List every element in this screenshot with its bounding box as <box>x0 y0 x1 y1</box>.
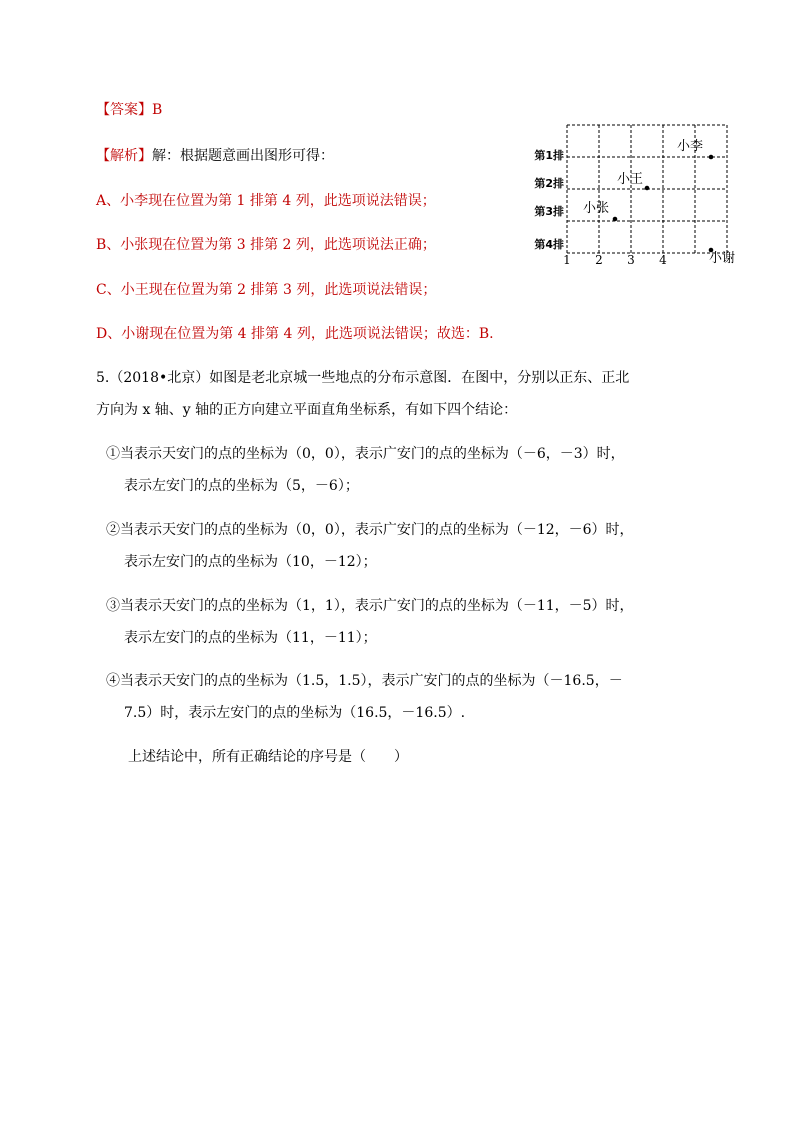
statement-1-line-2: 表示左安门的点的坐标为（5，－6）； <box>124 478 359 494</box>
question-prompt: 上述结论中，所有正确结论的序号是（ ） <box>128 749 408 765</box>
statement-2-line-1: ②当表示天安门的点的坐标为（0，0），表示广安门的点的坐标为（－12，－6）时， <box>106 522 634 538</box>
statement-4-line-1: ④当表示天安门的点的坐标为（1.5，1.5），表示广安门的点的坐标为（－16.5，－ <box>106 673 623 689</box>
statement-3-line-1: ③当表示天安门的点的坐标为（1，1），表示广安门的点的坐标为（－11，－5）时， <box>106 598 634 614</box>
analysis-option-a: A、小李现在位置为第 1 排第 4 列，此选项说法错误； <box>96 193 436 209</box>
question-line-1: 5.（2018•北京）如图是老北京城一些地点的分布示意图．在图中，分别以正东、正北 <box>96 370 630 386</box>
statement-1-line-1: ①当表示天安门的点的坐标为（0，0），表示广安门的点的坐标为（－6，－3）时， <box>106 446 625 462</box>
row-label: 第3排 <box>534 205 564 218</box>
analysis-option-c: C、小王现在位置为第 2 排第 3 列，此选项说法错误； <box>96 282 437 298</box>
row-label: 第1排 <box>534 149 564 162</box>
statement-4-line-2: 7.5）时，表示左安门的点的坐标为（16.5，－16.5）. <box>124 705 466 721</box>
statement-2-line-2: 表示左安门的点的坐标为（10，－12）； <box>124 554 377 570</box>
statement-3-line-2: 表示左安门的点的坐标为（11，－11）； <box>124 630 377 646</box>
seating-grid-figure <box>520 118 736 278</box>
analysis-label: 【解析】 <box>96 148 152 164</box>
analysis-intro-line <box>96 146 334 166</box>
answer-value: B <box>152 102 163 118</box>
answer-label: 【答案】 <box>96 102 152 118</box>
column-label: 2 <box>595 253 603 267</box>
seat-point <box>613 217 618 222</box>
person-label: 小张 <box>583 201 610 216</box>
answer-line <box>96 100 162 120</box>
column-label: 1 <box>563 253 571 267</box>
row-label: 第2排 <box>534 177 564 190</box>
person-label: 小王 <box>617 172 644 187</box>
seat-point <box>645 186 650 191</box>
row-label: 第4排 <box>534 238 564 251</box>
analysis-option-b: B、小张现在位置为第 3 排第 2 列，此选项说法正确； <box>96 237 436 253</box>
seat-point <box>709 155 714 160</box>
column-label: 4 <box>659 253 667 267</box>
seating-grid-svg <box>520 118 736 278</box>
analysis-option-d: D、小谢现在位置为第 4 排第 4 列，此选项说法错误；故选：B. <box>96 326 494 342</box>
person-label: 小李 <box>677 139 704 154</box>
person-label: 小谢 <box>709 251 736 266</box>
column-label: 3 <box>627 253 635 267</box>
analysis-intro: 解：根据题意画出图形可得： <box>152 148 334 164</box>
question-line-2: 方向为 x 轴、y 轴的正方向建立平面直角坐标系，有如下四个结论： <box>96 402 518 418</box>
